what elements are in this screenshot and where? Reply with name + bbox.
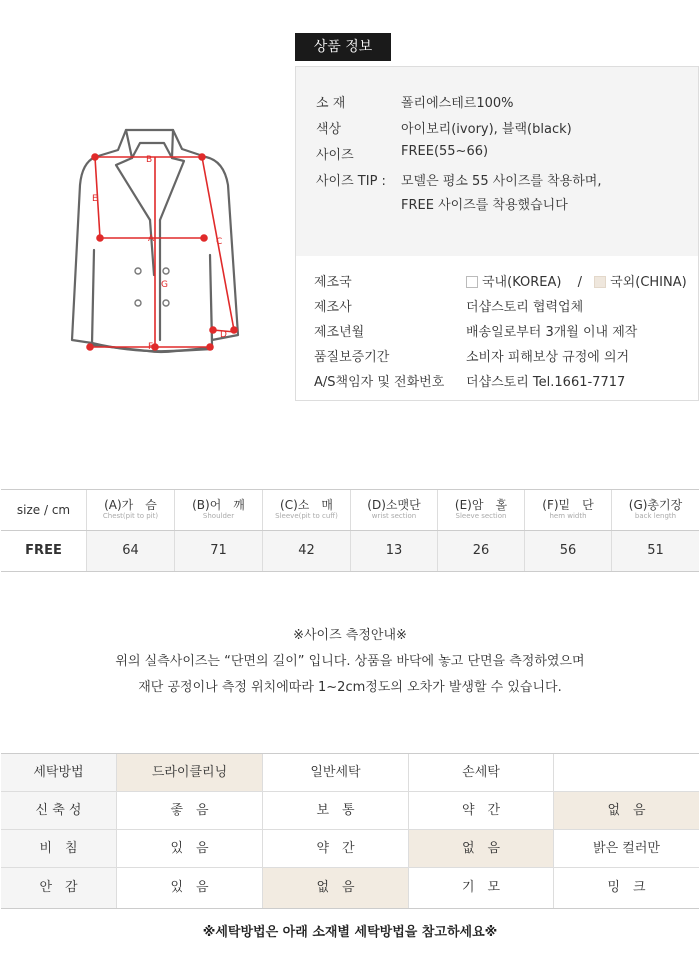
care-row-lining-label: 안 감: [1, 868, 116, 908]
label-c: C: [216, 237, 223, 247]
checkbox-domestic: [466, 276, 478, 288]
val-length: 51: [647, 543, 664, 558]
size-tip-value-2: FREE 사이즈를 착용했습니다: [401, 198, 568, 213]
col-length-sub: back length: [634, 512, 677, 520]
val-sleeve-cell: [262, 531, 350, 571]
col-armhole-label: (E)암 홀: [454, 498, 508, 512]
col-sleeve-sub: Sleeve(pit to cuff): [275, 512, 338, 520]
val-length-cell: [611, 531, 699, 571]
checkbox-foreign: [594, 276, 606, 288]
val-wrist: 13: [385, 543, 403, 558]
val-hem: 56: [559, 543, 577, 558]
care-lining-none: 없 음: [262, 868, 408, 908]
col-shoulder: [174, 490, 262, 530]
size-row-label-cell: [1, 531, 86, 571]
material-value: 폴리에스테르100%: [401, 96, 514, 111]
val-wrist-cell: [350, 531, 437, 571]
care-row-stretch-label: 신 축 성: [1, 792, 116, 830]
label-d: D: [220, 330, 227, 340]
care-stretch-normal: 보 통: [262, 792, 408, 830]
care-sheer-slight: 약 간: [262, 830, 408, 868]
size-corner-label: size / cm: [16, 503, 71, 517]
care-wash-empty: [553, 754, 699, 792]
col-armhole-sub: Sleeve section: [455, 512, 507, 520]
col-hem-sub: hem width: [549, 512, 587, 520]
care-stretch-good: 좋 음: [116, 792, 262, 830]
care-table: [1, 753, 699, 909]
size-table-row: [1, 531, 699, 571]
col-shoulder-sub: Shoulder: [202, 512, 235, 520]
label-g: G: [161, 280, 168, 290]
val-sleeve: 42: [298, 543, 315, 558]
care-sheer-none: 없 음: [408, 830, 553, 868]
val-armhole: 26: [472, 543, 490, 558]
product-info-box: [295, 66, 699, 401]
care-row-wash-label: 세탁방법: [1, 754, 116, 792]
care-sheer-yes: 있 음: [116, 830, 262, 868]
jacket-measurement-diagram: [60, 115, 300, 365]
care-footer-note: ※세탁방법은 아래 소재별 세탁방법을 참고하세요※: [202, 925, 498, 940]
col-sleeve: [262, 490, 350, 530]
size-label: 사이즈: [316, 148, 354, 163]
label-f: F: [148, 342, 154, 352]
col-sleeve-label: (C)소 매: [280, 498, 333, 512]
size-table-header: [1, 490, 699, 531]
size-row-label: FREE: [25, 543, 62, 558]
col-length: [611, 490, 699, 530]
manufacture-date-value: 배송일로부터 3개월 이내 제작: [466, 325, 638, 340]
col-length-label: (G)총기장: [628, 498, 683, 512]
size-note-line-1: 위의 실측사이즈는 “단면의 길이” 입니다. 상품을 바닥에 놓고 단면을 측정하였으며: [115, 654, 585, 669]
size-tip-value-1: 모델은 평소 55 사이즈를 착용하며,: [401, 174, 602, 189]
size-tip-label: 사이즈 TIP :: [316, 174, 386, 189]
manufacturer-label: 제조사: [314, 300, 352, 315]
size-corner-cell: [1, 490, 86, 530]
material-label: 소 재: [316, 96, 346, 111]
col-chest-label: (A)가 슴: [104, 498, 157, 512]
care-row-sheer-label: 비 침: [1, 830, 116, 868]
product-info-title: 상품 정보: [295, 33, 391, 61]
origin-domestic: 국내(KOREA): [482, 275, 562, 290]
care-wash-dry: 드라이클리닝: [116, 754, 262, 792]
care-lining-brushed: 기 모: [408, 868, 553, 908]
size-note-title: ※사이즈 측정안내※: [293, 628, 407, 643]
size-note-line-2: 재단 공정이나 측정 위치에따라 1~2cm정도의 오차가 발생할 수 있습니다.: [138, 680, 562, 695]
care-stretch-none: 없 음: [553, 792, 699, 830]
size-table: [1, 489, 699, 572]
origin-label: 제조국: [314, 275, 352, 290]
origin-separator: /: [577, 275, 582, 290]
label-b: B: [146, 155, 153, 165]
val-shoulder: 71: [210, 543, 227, 558]
label-e: E: [92, 194, 98, 204]
col-hem-label: (F)밑 단: [542, 498, 594, 512]
as-contact-value: 더샵스토리 Tel.1661-7717: [466, 375, 626, 390]
col-chest-sub: Chest(pit to pit): [102, 512, 159, 520]
care-lining-yes: 있 음: [116, 868, 262, 908]
care-wash-normal: 일반세탁: [262, 754, 408, 792]
val-chest: 64: [122, 543, 139, 558]
warranty-value: 소비자 피해보상 규정에 의거: [466, 350, 630, 365]
origin-foreign: 국외(CHINA): [610, 275, 687, 290]
care-stretch-slight: 약 간: [408, 792, 553, 830]
color-value: 아이보리(ivory), 블랙(black): [401, 122, 572, 137]
manufacturer-value: 더샵스토리 협력업체: [466, 300, 584, 315]
val-chest-cell: [86, 531, 174, 571]
care-wash-hand: 손세탁: [408, 754, 553, 792]
color-label: 색상: [316, 122, 342, 137]
val-shoulder-cell: [174, 531, 262, 571]
col-wrist-sub: wrist section: [371, 512, 417, 520]
col-hem: [524, 490, 611, 530]
val-armhole-cell: [437, 531, 524, 571]
care-lining-mink: 밍 크: [553, 868, 699, 908]
col-shoulder-label: (B)어 깨: [192, 498, 245, 512]
col-wrist: [350, 490, 437, 530]
as-contact-label: A/S책임자 및 전화번호: [314, 375, 445, 390]
care-sheer-light-only: 밝은 컬러만: [553, 830, 699, 868]
origin-options: [466, 271, 687, 290]
col-wrist-label: (D)소맷단: [367, 498, 421, 512]
size-value: FREE(55~66): [401, 144, 489, 159]
col-armhole: [437, 490, 524, 530]
val-hem-cell: [524, 531, 611, 571]
col-chest: [86, 490, 174, 530]
warranty-label: 품질보증기간: [314, 350, 390, 365]
manufacture-date-label: 제조년월: [314, 325, 365, 340]
label-a: A: [148, 234, 155, 244]
